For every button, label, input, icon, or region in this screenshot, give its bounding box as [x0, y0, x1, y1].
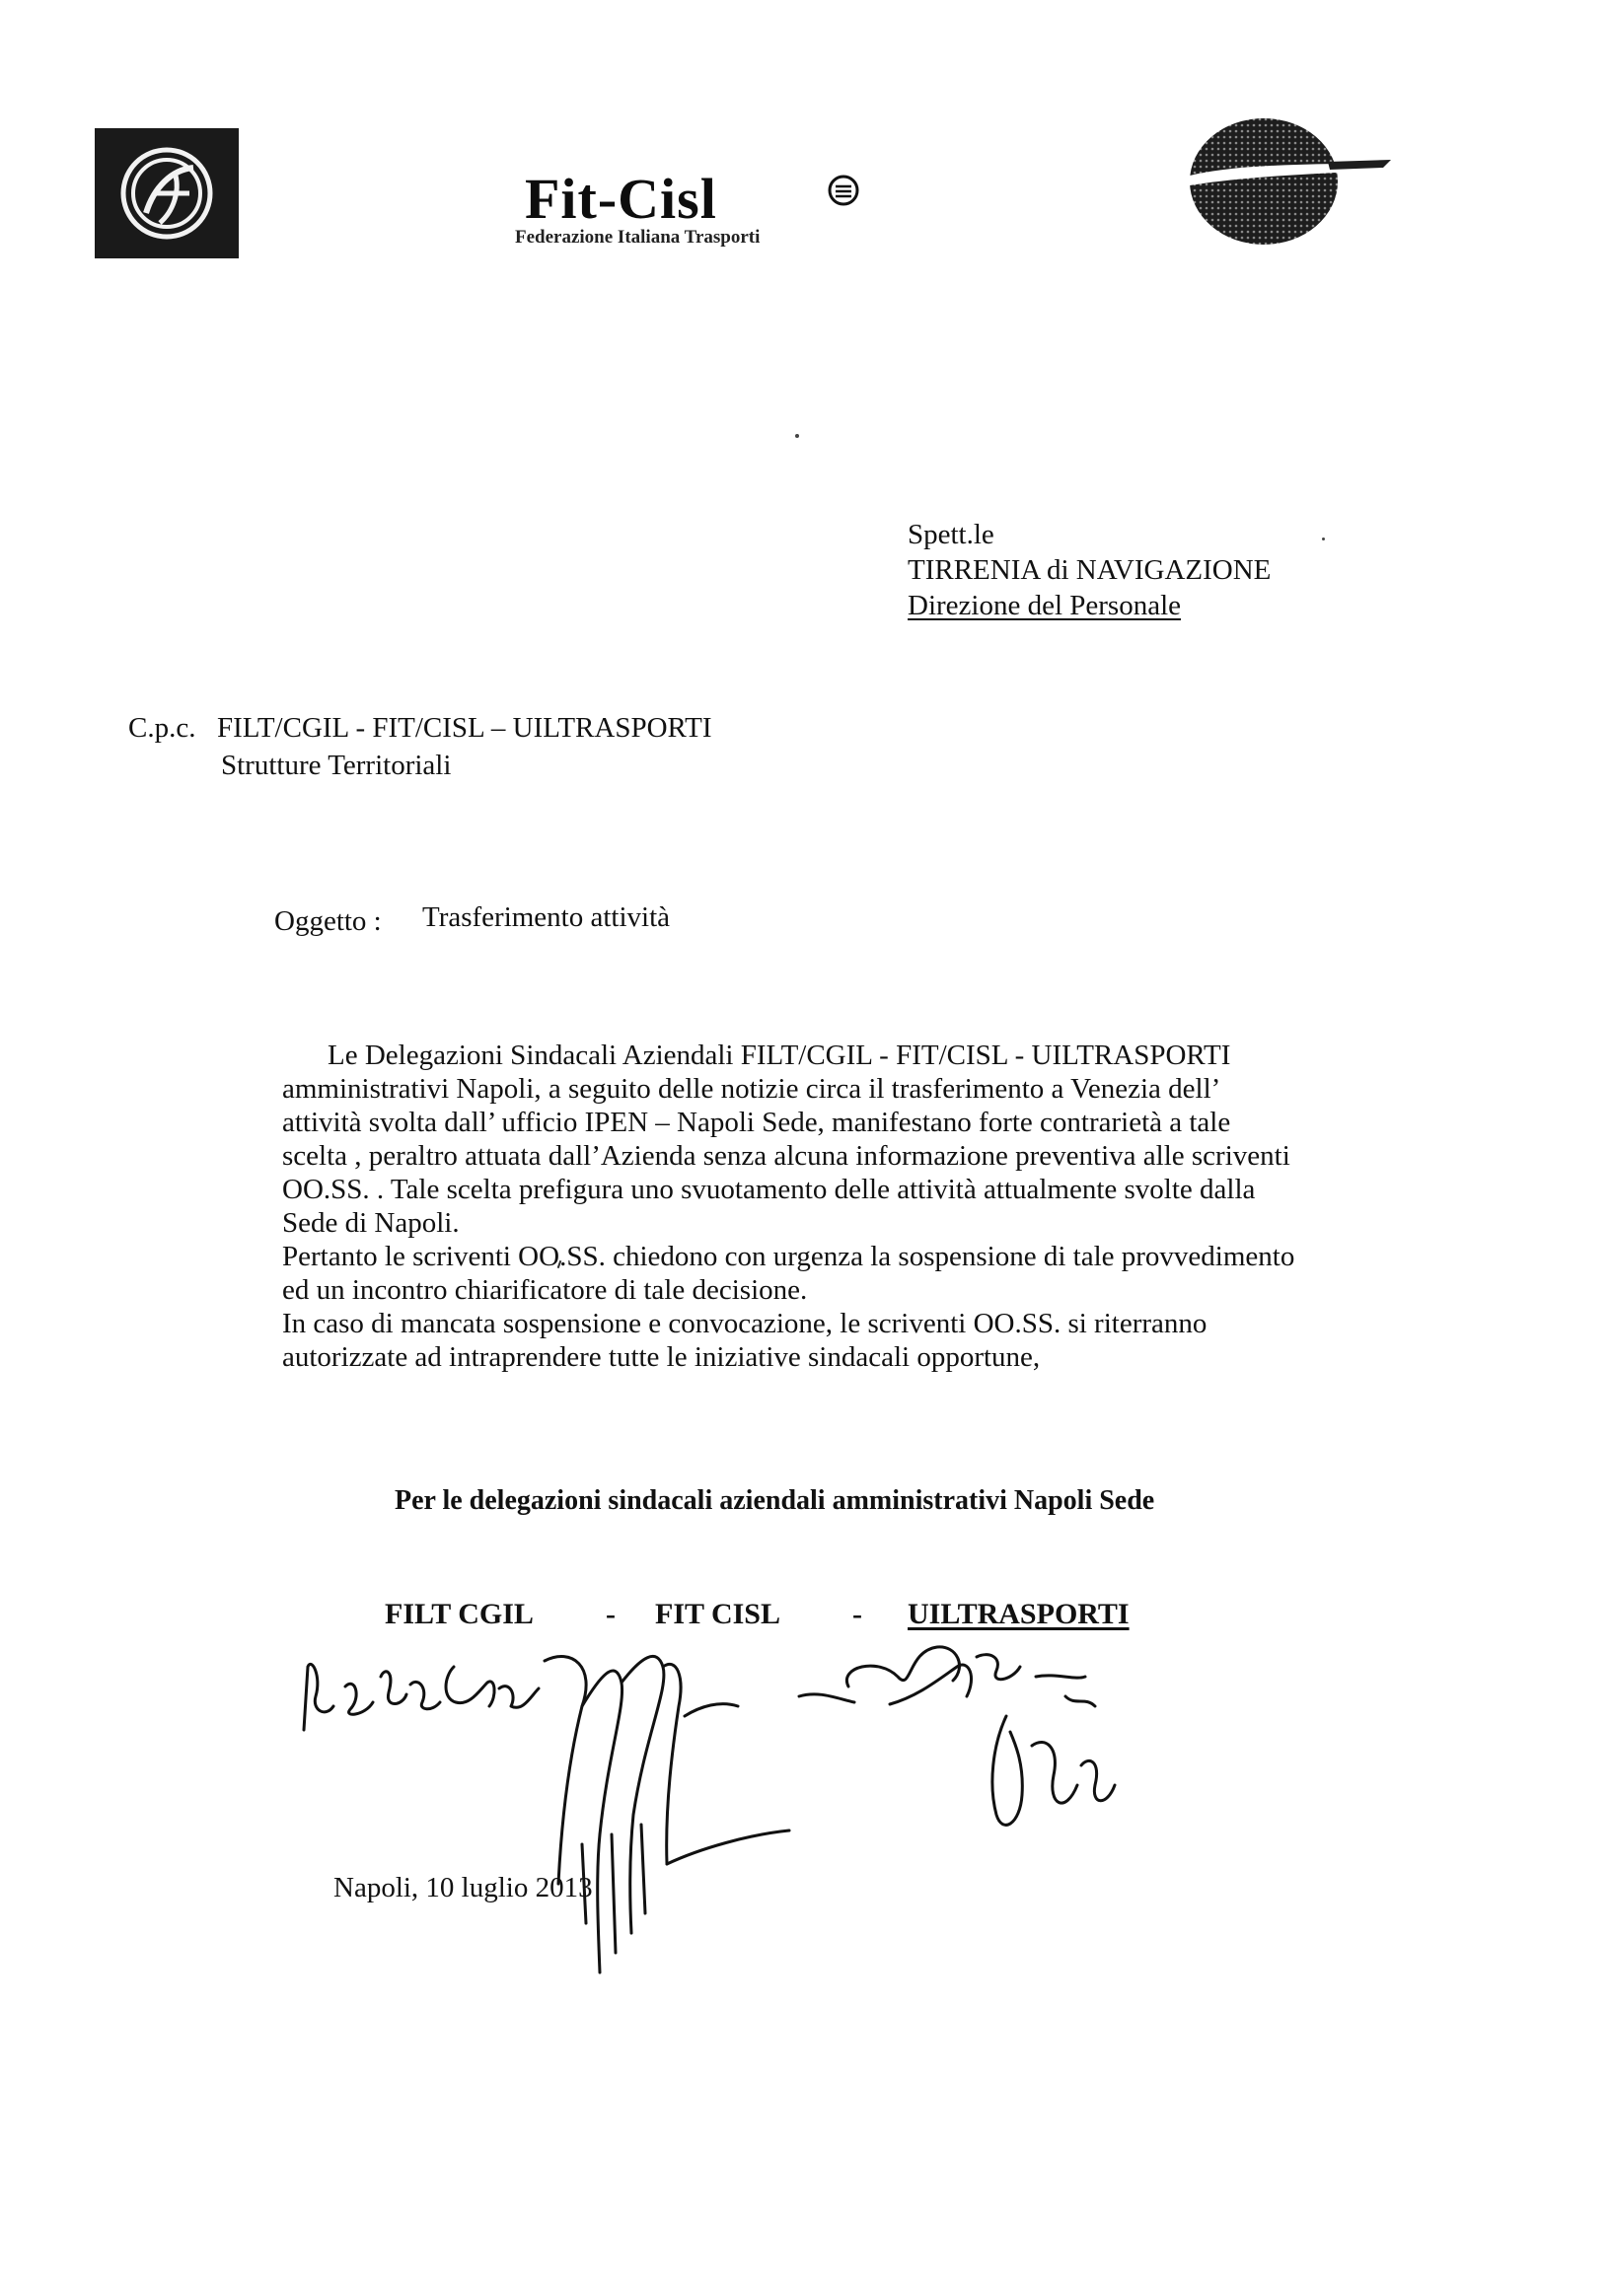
body-line: attività svolta dall’ ufficio IPEN – Napoli Sede, manifestano forte contrarietà a tale [282, 1107, 1231, 1138]
scan-speck [1322, 538, 1325, 540]
body-line: Le Delegazioni Sindacali Aziendali FILT/CGIL - FIT/CISL - UILTRASPORTI [328, 1040, 1231, 1071]
body-line: In caso di mancata sospensione e convocazione, le scriventi OO.SS. si riterranno [282, 1308, 1208, 1339]
body-line: amministrativi Napoli, a seguito delle notizie circa il trasferimento a Venezia dell’ [282, 1073, 1221, 1105]
closing-on-behalf: Per le delegazioni sindacali aziendali amministrativi Napoli Sede [395, 1485, 1155, 1516]
union-separator: - [606, 1598, 616, 1630]
globe-ship-icon [1180, 110, 1397, 249]
body-line: Sede di Napoli. [282, 1207, 460, 1239]
recipient-department: Direzione del Personale [908, 590, 1182, 621]
cc-structures: Strutture Territoriali [221, 750, 452, 781]
handwritten-signatures [286, 1637, 1213, 2012]
union-uiltrasporti: UILTRASPORTI [908, 1598, 1130, 1630]
scan-speck [795, 434, 799, 438]
body-line: Pertanto le scriventi OO.SS. chiedono con urgenza la sospensione di tale provvedimento [282, 1241, 1295, 1272]
fit-cisl-subtitle: Federazione Italiana Trasporti [515, 227, 761, 248]
body-line: autorizzate ad intraprendere tutte le iniziative sindacali opportune, [282, 1341, 1041, 1373]
union-separator: - [852, 1598, 862, 1630]
fit-cisl-wordmark: Fit-Cisl [525, 167, 717, 231]
uiltrasporti-logo [1180, 110, 1397, 249]
subject-text: Trasferimento attività [422, 901, 671, 933]
cgil-logo-mark [95, 128, 239, 258]
union-fit-cisl: FIT CISL [655, 1598, 781, 1630]
subject-label: Oggetto : [274, 905, 382, 937]
body-line: ed un incontro chiarificatore di tale decisione. [282, 1274, 808, 1306]
cc-organizations: FILT/CGIL - FIT/CISL – UILTRASPORTI [217, 712, 712, 744]
fit-cisl-logo [513, 166, 888, 254]
place-date: Napoli, 10 luglio 2013 [333, 1872, 593, 1903]
body-line: scelta , peraltro attuata dall’Azienda senza alcuna informazione preventiva alle scriventi [282, 1140, 1290, 1172]
recipient-salutation: Spett.le [908, 519, 994, 550]
recipient-company: TIRRENIA di NAVIGAZIONE [908, 554, 1272, 586]
cc-label: C.p.c. [128, 712, 196, 744]
signature-strokes [286, 1637, 1213, 2012]
union-filt-cgil: FILT CGIL [385, 1598, 534, 1630]
body-line: OO.SS. . Tale scelta prefigura uno svuotamento delle attività attualmente svolte dalla [282, 1174, 1256, 1205]
cgil-logo [95, 128, 239, 258]
registered-mark-icon [827, 174, 860, 207]
